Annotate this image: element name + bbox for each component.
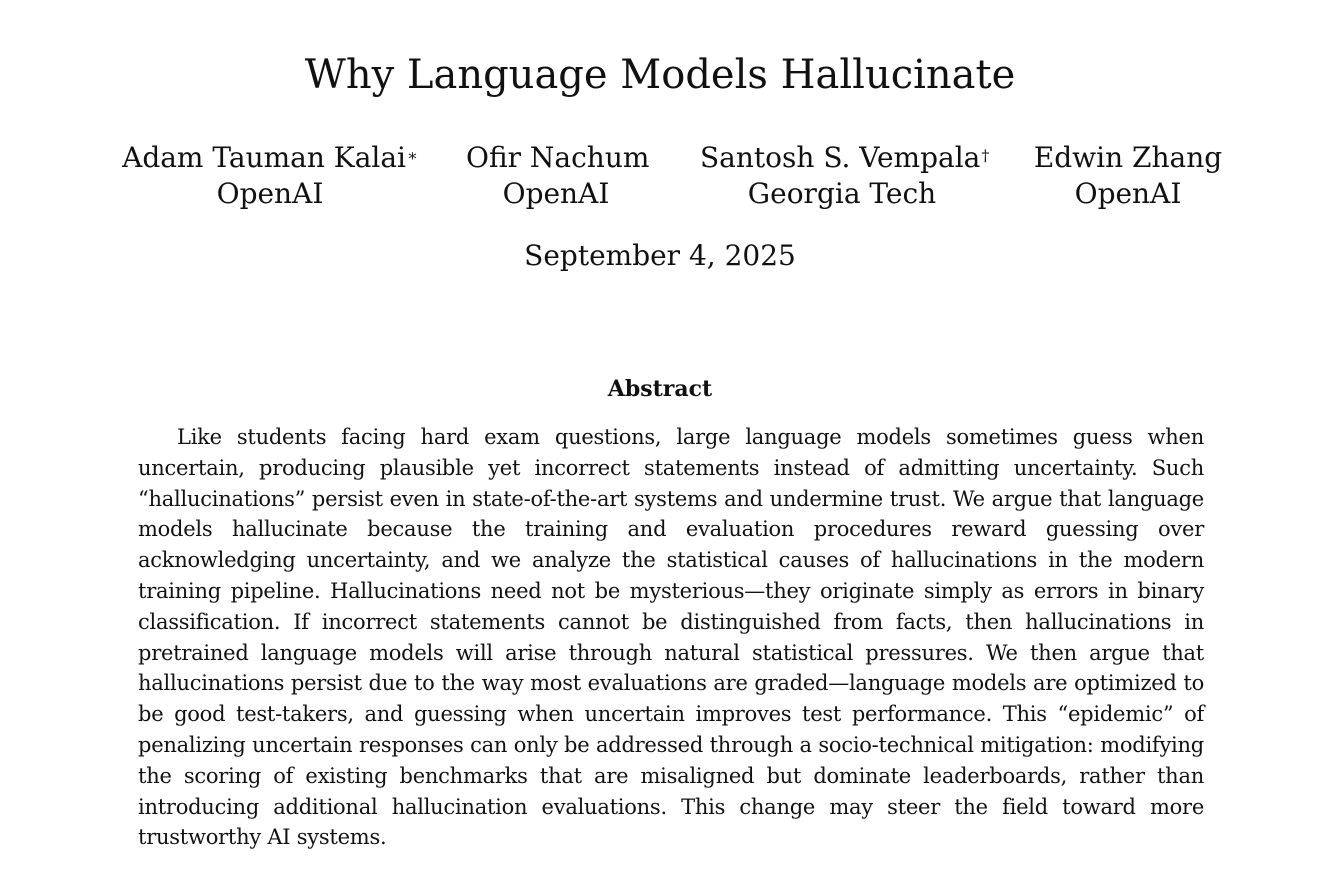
- abstract-text: Like students facing hard exam questions, large language models sometimes guess when uncertain, producing plausible yet incorrect statements instead of admitting uncertainty. Such “hallucinations” persist even in state-of-the-art systems and undermine trust. We argue that language models hallucinate because the training and evaluation procedures reward guessing over acknowledging uncertainty, and we analyze the statistical causes of hallucinations in the modern training pipeline. Hallucinations need not be mysterious—they originate simply as errors in binary classification. If incorrect statements cannot be distinguished from facts, then hallucinations in pretrained language models will arise through natural statistical pressures. We then argue that hallucinations persist due to the way most evaluations are graded—language models are optimized to be good test-takers, and guessing when uncertain improves test performance. This “epidemic” of penalizing uncertain responses can only be addressed through a socio-technical mitigation: modifying the scoring of existing benchmarks that are misaligned but dominate leaderboards, rather than introducing additional hallucination evaluations. This change may steer the field toward more trustworthy AI systems.: [138, 425, 1204, 850]
- author-name-line: [1030, 140, 1226, 176]
- author-affiliation: OpenAI: [216, 177, 324, 210]
- author-block: [120, 140, 420, 212]
- author-block: [700, 140, 990, 212]
- author-block: [466, 140, 650, 212]
- author-name-line: [120, 140, 420, 176]
- abstract-heading: Abstract: [607, 376, 713, 402]
- author-footnote-mark: ∗: [407, 146, 418, 165]
- author-name: Edwin Zhang: [1033, 141, 1223, 174]
- paper-title: Why Language Models Hallucinate: [304, 52, 1016, 98]
- author-affiliation: OpenAI: [502, 177, 610, 210]
- author-footnote-mark: †: [981, 146, 990, 165]
- author-name: Ofir Nachum: [466, 141, 650, 174]
- author-affiliation: OpenAI: [1074, 177, 1182, 210]
- author-block: [1030, 140, 1226, 212]
- publication-date: September 4, 2025: [524, 239, 796, 272]
- author-name-line: [466, 140, 650, 176]
- author-name-line: [700, 140, 990, 176]
- author-affiliation: Georgia Tech: [747, 177, 937, 210]
- author-name: Adam Tauman Kalai: [122, 141, 407, 174]
- author-name: Santosh S. Vempala: [700, 141, 981, 174]
